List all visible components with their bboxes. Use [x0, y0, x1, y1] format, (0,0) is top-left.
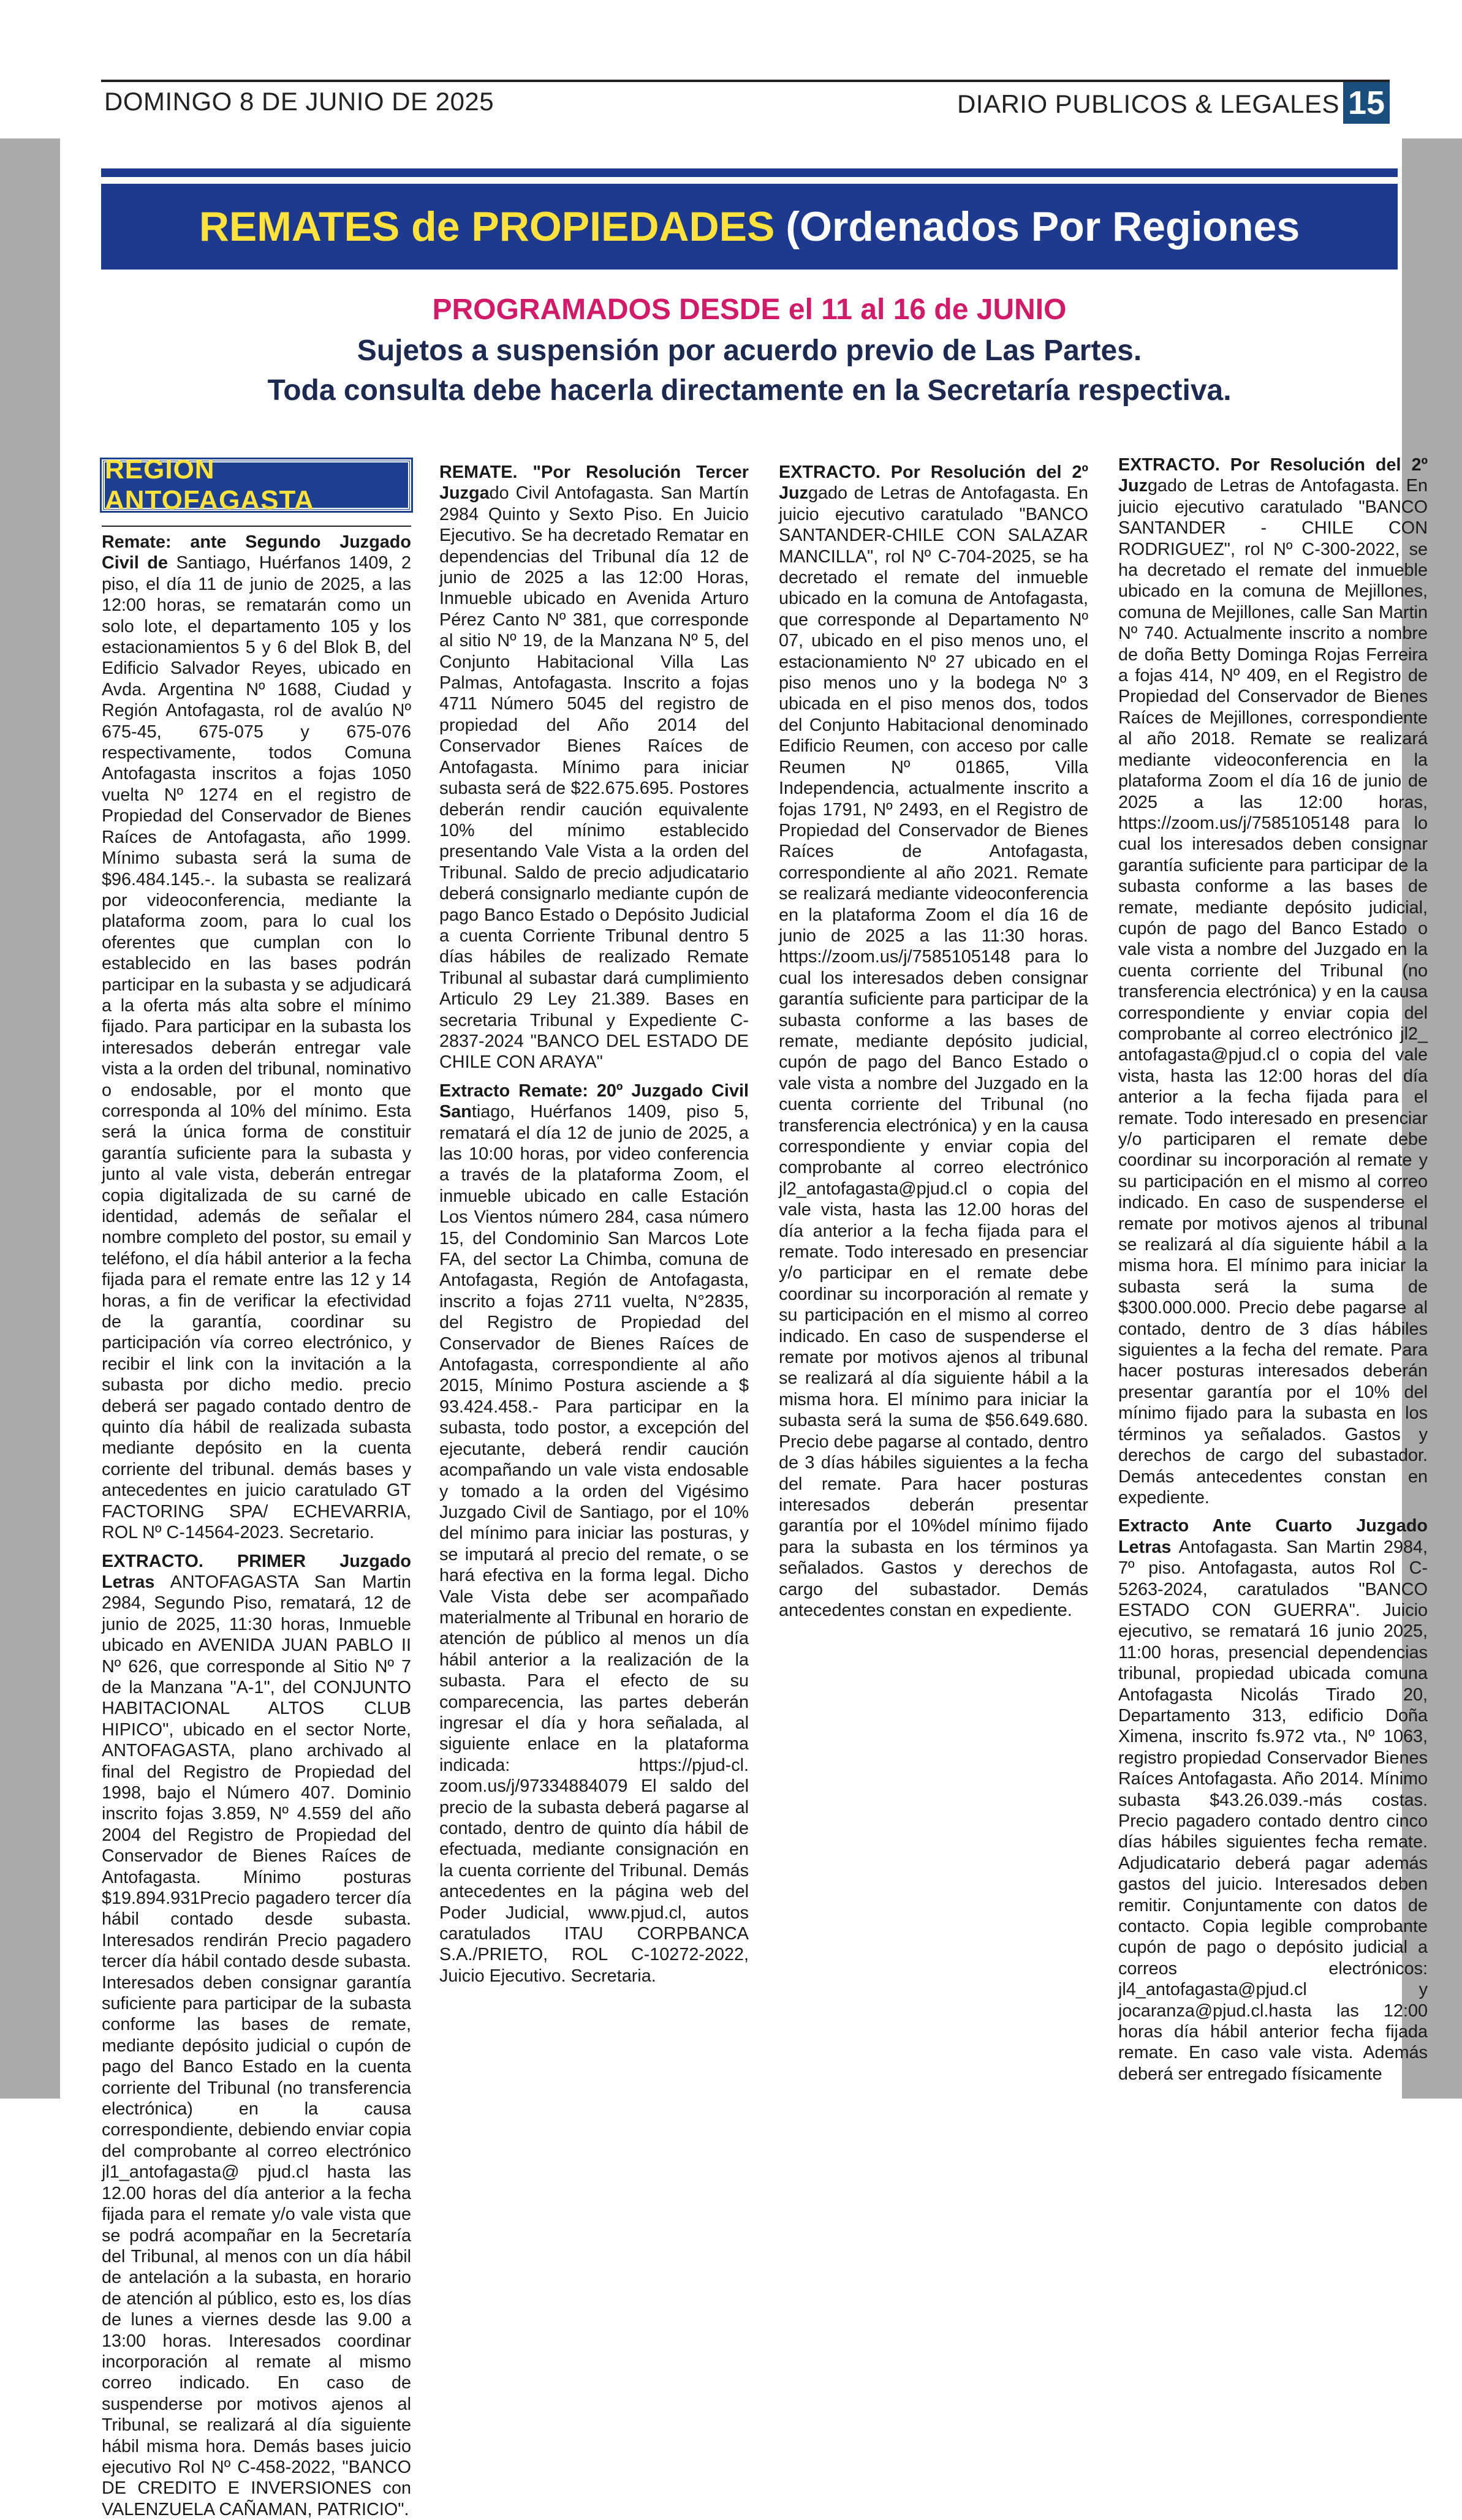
banner-title-main: REMATES de PROPIEDADES [199, 203, 775, 251]
notice-6-text: gado de Letras de Antofagasta. En juicio ejecutivo caratulado "BANCO SANTANDER - CHILE CON RODRIGUEZ", rol Nº C-300-2022, se ha decretado el remate del inmueble ubicado en la comuna de Mejillones, comuna de Mejillones, calle San Martin Nº 740. Actualmente inscrito a nombre de doña Betty Dominga Rojas Ferreira a fojas 414, Nº 409, en el Registro de Propiedad del Conservador de Bienes Raíces de Mejillones, correspondiente al año 2018. Remate se realizará mediante videoconferencia en la plataforma Zoom el día 16 de junio de 2025 a las 12:00 horas, https://zoom.us/j/7585105148 para lo cual los interesados deben consignar garantía suficiente para participar de la subasta conforme a las bases de remate, mediante depósito judicial, cupón de pago del Banco Estado o vale vista a nombre del Juzgado en la cuenta corriente del Tribunal (no transferencia electrónica) y en la causa correspondiente y enviar copia del comprobante al correo electrónico jl2_ antofagasta@pjud.cl o copia del vale vista, hasta las 12:00 horas del día anterior a la fecha fijada para el remate. Todo interesado en presenciar y/o participaren el remate debe coordinar su incorporación al remate y su participación en el mismo al correo indicado. En caso de suspenderse el remate por motivos ajenos al tribunal se realizará al día siguiente hábil a la misma hora. El mínimo para iniciar la subasta será la suma de $300.000.000. Precio debe pagarse al contado, dentro de 3 días hábiles siguientes a la fecha del remate. Para hacer posturas interesados deberán presentar garantía por el 10% del mínimo fijado para la subasta en los términos ya señalados. Gastos y derechos de cargo del subastador. Demás antecedentes constan en expediente. [1118, 476, 1428, 1507]
banner-top-stripe [101, 168, 1398, 177]
page-number: 15 [1343, 82, 1390, 124]
notice-7-lead: Extracto Ante Cuarto Juzgado Letras [1118, 1516, 1428, 1556]
notice-6-lead: EXTRACTO. Por Resolución del 2º Juz [1118, 455, 1428, 496]
notice-5-lead: EXTRACTO. Por Resolución del 2º Juz [779, 462, 1088, 503]
notice-2-text: ANTOFAGASTA San Martin 2984, Segundo Piso, rematará, 12 de junio de 2025, 11:30 horas, Inmueble ubicado en AVENIDA JUAN PABLO II Nº 626, que corresponde al Sitio Nº 7 de la Manzana "A-1", del CONJUNTO HABITACIONAL ALTOS CLUB HIPICO", ubicado en el sector Norte, ANTOFAGASTA, plano archivado al final del Registro de Propiedad del 1998, bajo el Número 407. Dominio inscrito fojas 3.859, Nº 4.559 del año 2004 del Registro de Propiedad del Conservador de Bienes Raíces de Antofagasta. Mínimo posturas $19.894.931Precio pagadero tercer día hábil contado desde subasta. Interesados rendirán Precio pagadero tercer día hábil contado desde subasta. Interesados deben consignar garantía suficiente para participar de la subasta conforme las bases de remate, mediante depósito judicial o cupón de pago del Banco Estado en la cuenta corriente del Tribunal (no transferencia electrónica) en la causa correspondiente, debiendo enviar copia del comprobante al correo electrónico jl1_antofagasta@ pjud.cl hasta las 12.00 horas del día anterior a la fecha fijada para el remate y/o vale vista que se podrá acompañar en la 5ecretaría del Tribunal, al menos con un día hábil de antelación a la subasta, en horario de atención al público, esto es, los días de lunes a viernes desde las 9.00 a 13:00 horas. Interesados coordinar incorporación al remate al mismo correo indicado. En caso de suspenderse por motivos ajenos al Tribunal, se realizará al día siguiente hábil misma hora. Demás bases juicio ejecutivo Rol Nº C-458-2022, "BANCO DE CREDITO E INVERSIONES con VALENZUELA CAÑAMAN, PATRICIO". [102, 1572, 411, 2519]
notice-7 [1118, 1515, 1428, 2084]
banner-title-suffix: (Ordenados Por Regiones [786, 203, 1300, 251]
notice-2 [102, 1551, 411, 2520]
inquiry-notice: Toda consulta debe hacerla directamente en la Secretaría respectiva. [101, 374, 1398, 407]
column-4 [1118, 455, 1428, 2084]
notice-1-lead: Remate: ante Segundo Juzgado Civil de [102, 532, 411, 573]
notice-6 [1118, 455, 1428, 1508]
publication-name: DIARIO PUBLICOS & LEGALES [957, 89, 1339, 119]
notice-7-text: Antofagasta. San Martin 2984, 7º piso. Antofagasta, autos Rol C-5263-2024, caratulados "BANCO ESTADO CON GUERRA". Juicio ejecutivo, se rematará 16 junio 2025, 11:00 horas, presencial dependencias tribunal, propiedad ubicada comuna Antofagasta Nicolás Tirado 20, Departamento 313, edificio Doña Ximena, inscrito fs.972 vta., Nº 1063, registro propiedad Conservador Bienes Raíces Antofagasta. Año 2014. Mínimo subasta $43.26.039.-más costas. Precio pagadero contado dentro cinco días hábiles siguientes fecha remate. Adjudicatario deberá pagar además gastos del juicio. Interesados deben remitir. Conjuntamente con datos de contacto. Copia legible comprobante cupón de pago o depósito judicial a correos electrónicos: jl4_antofagasta@pjud.cl y jocaranza@pjud.cl.hasta las 12:00 horas día hábil anterior fecha fijada remate. En caso vale vista. Además deberá ser entregado físicamente [1118, 1537, 1428, 2084]
column-2 [439, 455, 749, 1986]
notice-3-text: do Civil Antofagasta. San Martín 2984 Quinto y Sexto Piso. En Juicio Ejecutivo. Se ha decretado Rematar en dependencias del Tribunal día 12 de junio de 2025 a las 12:00 Horas, Inmueble ubicado en Avenida Arturo Pérez Canto Nº 381, que corresponde al sitio Nº 19, de la Manzana Nº 5, del Conjunto Habitacional Villa Las Palmas, Antofagasta. Inscrito a fojas 4711 Número 5045 del registro de propiedad del Año 2014 del Conservador Bienes Raíces de Antofagasta. Mínimo para iniciar subasta será de $22.675.695. Postores deberán rendir caución equivalente 10% del mínimo establecido presentando Vale Vista a la orden del Tribunal. Saldo de precio adjudicatario deberá consignarlo mediante cupón de pago Banco Estado o Depósito Judicial a cuenta Corriente Tribunal dentro 5 días hábiles de realizado Remate Tribunal al subastar dará cumplimiento Articulo 29 Ley 21.389. Bases en secretaria Tribunal y Expediente C-2837-2024 "BANCO DEL ESTADO DE CHILE CON ARAYA" [439, 483, 749, 1072]
notice-2-lead: EXTRACTO. PRIMER Juzgado Letras [102, 1552, 411, 1592]
column-1 [102, 532, 411, 2520]
notice-3 [439, 462, 749, 1073]
notice-5 [779, 462, 1088, 1621]
suspension-notice: Sujetos a suspensión por acuerdo previo de Las Partes. [101, 334, 1398, 368]
column-3 [779, 455, 1088, 1621]
notice-4-text: tiago, Huérfanos 1409, piso 5, rematará el día 12 de junio de 2025, a las 10:00 horas, por video conferencia a través de la plataforma Zoom, el inmueble ubicado en calle Estación Los Vientos número 284, casa número 15, del Condominio San Marcos Lote FA, del sector La Chimba, comuna de Antofagasta, Región de Antofagasta, inscrito a fojas 2711 vuelta, N°2835, del Registro de Propiedad del Conservador de Bienes Raíces de Antofagasta, correspondiente al año 2015, Mínimo Postura asciende a $ 93.424.458.- Para participar en la subasta, todo postor, a excepción del ejecutante, deberá rendir caución acompañando un vale vista endosable y tomado a la orden del Vigésimo Juzgado Civil de Santiago, por el 10% del mínimo para iniciar las posturas, y se imputará al precio del remate, o se hará efectiva en la forma legal. Dicho Vale Vista debe ser acompañado materialmente al Tribunal en horario de atención de público al menos un día hábil anterior a la realización de la subasta. Para el efecto de su comparecencia, las partes deberán ingresar el día y hora señalada, al siguiente enlace en la plataforma indicada: https://pjud-cl. zoom.us/j/97334884079 El saldo del precio de la subasta deberá pagarse al contado, dentro de quinto día hábil de efectuada, mediante consignación en la cuenta corriente del Tribunal. Demás antecedentes en la página web del Poder Judicial, www.pjud.cl, autos caratulados ITAU CORPBANCA S.A./PRIETO, ROL C-10272-2022, Juicio Ejecutivo. Secretaria. [439, 1102, 749, 1986]
left-gray-margin [0, 138, 60, 2099]
notice-1-text: Santiago, Huérfanos 1409, 2 piso, el día 11 de junio de 2025, a las 12:00 horas, se rematarán como un solo lote, el departamento 105 y los estacionamientos 5 y 6 del Blok B, del Edificio Salvador Reyes, ubicado en Avda. Argentina Nº 1688, Ciudad y Región Antofagasta, rol de avalúo Nº 675-45, 675-075 y 675-076 respectivamente, todos Comuna Antofagasta inscritos a fojas 1050 vuelta Nº 1274 en el registro de Propiedad del Conservador de Bienes Raíces de Antofagasta, año 1999. Mínimo subasta será la suma de $96.484.145.-. la subasta se realizará por videoconferencia, mediante la plataforma zoom, para lo cual los oferentes que cumplan con lo establecido en las bases podrán participar en la subasta y se adjudicará a la oferta más alta sobre el mínimo fijado. Para participar en la subasta los interesados deberán entregar vale vista a la orden del tribunal, nominativo o endosable, por el monto que corresponda al 10% del mínimo. Esta será la única forma de constituir garantía suficiente para la subasta y junto al vale vista, deberán entregar copia digitalizada de su carné de identidad, además de señalar el nombre completo del postor, su email y teléfono, el día hábil anterior a la fecha fijada para el remate entre las 12 y 14 horas, a fin de verificar la efectividad de la garantía, coordinar su participación vía correo electrónico, y recibir el link con la invitación a la subasta por dicho medio. precio deberá ser pagado contado dentro de quinto día hábil de realizada subasta mediante depósito en la cuenta corriente del tribunal. demás bases y antecedentes en juicio caratulado GT FACTORING SPA/ ECHEVARRIA, ROL Nº C-14564-2023. Secretario. [102, 553, 411, 1542]
region-label: REGION ANTOFAGASTA [105, 455, 408, 516]
notice-1 [102, 532, 411, 1544]
schedule-heading: PROGRAMADOS DESDE el 11 al 16 de JUNIO [101, 293, 1398, 326]
notice-5-text: gado de Letras de Antofagasta. En juicio ejecutivo caratulado "BANCO SANTANDER-CHILE CON SALAZAR MANCILLA", rol Nº C-704-2025, se ha decretado el remate del inmueble ubicado en la comuna de Antofagasta, que corresponde al Departamento Nº 07, ubicado en el piso menos uno, el estacionamiento Nº 27 ubicado en el piso menos uno y la bodega Nº 3 ubicada en el piso menos dos, todos del Conjunto Habitacional denominado Edificio Reumen, con acceso por calle Reumen Nº 01865, Villa Independencia, actualmente inscrito a fojas 1791, Nº 2493, en el Registro de Propiedad del Conservador de Bienes Raíces de Antofagasta, correspondiente al año 2021. Remate se realizará mediante videoconferencia en la plataforma Zoom el día 16 de junio de 2025 a las 11:30 horas. https://zoom.us/j/7585105148 para lo cual los interesados deben consignar garantía suficiente para participar de la subasta conforme a las bases de remate, mediante depósito judicial, cupón de pago del Banco Estado o vale vista a nombre del Juzgado en la cuenta corriente del Tribunal (no transferencia electrónica) y en la causa correspondiente y enviar copia del comprobante al correo electrónico jl2_antofagasta@pjud.cl o copia del vale vista, hasta las 12.00 horas del día anterior a la fecha fijada para el remate. Todo interesado en presenciar y/o participar en el remate debe coordinar su incorporación al remate y su participación en el mismo al correo indicado. En caso de suspenderse el remate por motivos ajenos al tribunal se realizará al día siguiente hábil a la misma hora. El mínimo para iniciar la subasta será la suma de $56.649.680. Precio debe pagarse al contado, dentro de 3 días hábiles siguientes a la fecha del remate. Para hacer posturas interesados deberán presentar garantía por el 10%del mínimo fijado para la subasta en los términos ya señalados. Gastos y derechos de cargo del subastador. Demás antecedentes constan en expediente. [779, 483, 1088, 1620]
region-divider [102, 526, 411, 527]
notice-4-lead: Extracto Remate: 20º Juzgado Civil San [439, 1081, 749, 1122]
notice-3-lead: REMATE. "Por Resolución Tercer Juzga [439, 462, 749, 503]
running-header [101, 80, 1390, 125]
section-banner [101, 184, 1398, 270]
region-badge [102, 459, 411, 511]
notice-4 [439, 1081, 749, 1986]
issue-date: DOMINGO 8 DE JUNIO DE 2025 [104, 87, 494, 116]
